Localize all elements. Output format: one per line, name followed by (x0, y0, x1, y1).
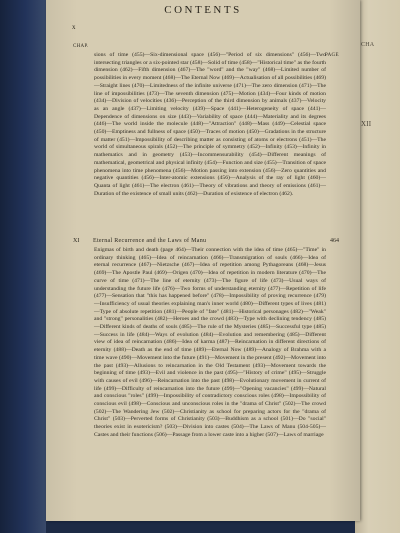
chapter-title: Eternal Recurrence and the Laws of Manu (93, 238, 207, 244)
chap-column-label: CHAP. (73, 44, 89, 49)
chapter-number: XI (73, 238, 80, 244)
contents-paragraph: sions of time (455)—Six-dimensional space (456)—"Period of six dimensions" (456)—Two intersecting triangles or a six-pointed star (458)—Solid of time (458)—"Historical time" as the fourth dimension (462)—Fifth dimension (467)—The "word" and the "way" (468)—Limited number of possibilities in every moment (468)—The Eternal Now (469)—Actualisation of all possibilities (469)—Straight lines (470)—Limitedness of the infinite universe (471)—The zero dimension (471)—The line of impossibilities (473)—The seventh dimension (475)—Motion (434)—Four kinds of motion (434)—Division of velocities (436)—Perception of the third dimension by animals (437)—Velocity as an angle (437)—Limiting velocity (439)—Space (441)—Heterogeneity of space (441)—Dependence of dimensions on size (443)—Variability of space (444)—Materiality and its degrees (446)—The world inside the molecule (448)—"Attraction" (448)—Mass (449)—Celestial space (450)—Emptiness and fullness of space (450)—Traces of motion (450)—Gradations in the structure of matter (451)—Impossibility of describing matter as consisting of atoms or electrons (451)—The world of simultaneous spirals (452)—The principle of symmetry (452)—Infinity (453)—Infinity in mathematics and in geometry (453)—Incommensurability (454)—Different meanings of mathematical, geometrical and physical infinity (454)—Function and size (455)—Transition of space phenomena into time phenomena (456)—Motion passing into extension (456)—Zero quantities and negative quantities (456)—Inter-atomic extensions (456)—Analysis of the ray of light (460)—Quanta of light (461)—The electron (461)—Theory of vibrations and theory of emissions (461)—Duration of the existence of small units (462)—Duration of existence of electron (462). (94, 52, 326, 197)
chapter-contents-paragraph: Enigmas of birth and death (page 464)—Their connection with the idea of time (465)—"Time" in ordinary thinking (465)—Idea of reincarnation (466)—Transmigration of souls (466)—Idea of eternal recurrence (467)—Nietzsche (467)—Idea of repetition among Pythagoreans (468)—Jesus (469)—The Apostle Paul (469)—Origen (470)—Idea of repetition in modern literature (470)—The curve of time (471)—The line of eternity (473)—The figure of life (473)—Usual ways of understanding the future life (476)—Two forms of understanding eternity (477)—Repetition of life (477)—Sensation that "this has happened before" (478)—Impossibility of proving recurrence (479)—Insufficiency of usual theories explaining man's inner world (480)—Different types of lives (481)—Type of absolute repetition (481)—People of "fate" (481)—Historical personages (482)—"Weak" and "strong" personalities (482)—Heroes and the crowd (483)—Type with declining tendency (485)—Different kinds of deaths of souls (485)—The rule of the Mysteries (485)—Successful type (485)—Success in life (484)—Ways of evolution (484)—Evolution and remembering (485)—Different view of idea of reincarnation (486)—Idea of karma (487)—Reincarnation in different directions of eternity (488)—Death as the end of time (489)—Eternal Now (489)—Analogy of Brahma with a time wave (490)—Movement into the future (491)—Movement in the present (492)—Movement into the past (493)—Allusions to reincarnation in the Old Testament (493)—Movement towards the beginning of time (493)—Evil and violence in the past (495)—"History of crime" (495)—Struggle with causes of evil (496)—Reincarnation into the past (498)—Evolutionary movement in current of life (499)—Difficulty of reincarnation into the future (499)—"Opening vacancies" (499)—Natural and conscious "roles" (499)—Impossibility of contradictory conscious roles (498)—Impossibility of conscious evil (498)—Conscious and unconscious roles in the "drama of Christ" (502)—The crowd (502)—The Wandering Jew (502)—Christianity as school for preparing actors for the "drama of Christ" (503)—Perverted forms of Christianity (503)—Buddhism as a school (501)—Do "social" theories exist in esotericism? (503)—Division into castes (504)—The Laws of Manu (504-505)—Castes and their functions (506)—Passage from a lower caste into a higher (507)—Laws of marriage (94, 247, 326, 438)
next-page-fragment: XII (361, 120, 372, 128)
page-column-label: PAGE (325, 53, 339, 58)
running-head: CONTENTS (164, 4, 242, 16)
book-page (46, 0, 360, 521)
next-page-edge (355, 0, 400, 533)
page-number: x (72, 23, 76, 31)
next-page-fragment: CHA (361, 42, 375, 48)
book-cover-edge (0, 0, 46, 533)
chapter-heading (73, 238, 353, 247)
chapter-page-number: 464 (330, 238, 339, 244)
